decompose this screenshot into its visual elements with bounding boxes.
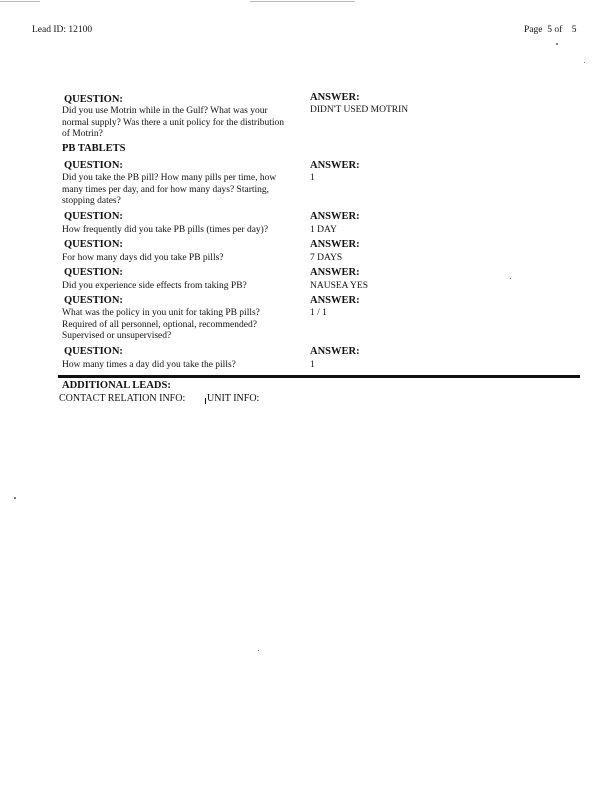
- question-label: QUESTION:: [64, 211, 123, 222]
- question-text: Did you experience side effects from taking PB?: [62, 281, 247, 291]
- additional-leads-heading: ADDITIONAL LEADS:: [62, 380, 171, 391]
- answer-text: 1 DAY: [310, 225, 337, 235]
- page-total: 5: [571, 25, 577, 35]
- question-text: How many times a day did you take the pills?: [62, 360, 236, 370]
- section-divider: [58, 375, 580, 378]
- page-indicator: [524, 25, 577, 35]
- lead-id-label: Lead ID:: [32, 25, 67, 35]
- scan-speck: [584, 62, 585, 63]
- answer-text: 1 / 1: [310, 308, 327, 318]
- scan-speck: [510, 278, 511, 279]
- answer-label: ANSWER:: [310, 346, 360, 357]
- scan-line-top-left: [0, 1, 40, 2]
- scan-speck: [556, 43, 558, 45]
- answer-text: DIDN'T USED MOTRIN: [310, 105, 409, 115]
- question-text: For how many days did you take PB pills?: [62, 253, 224, 263]
- question-text: What was the policy in you unit for taking PB pills? Required of all personnel, optional, recommended? Supervised or unsupervised?: [62, 308, 260, 341]
- unit-info-label: UNIT INFO:: [207, 393, 260, 404]
- scan-speck: [258, 650, 259, 651]
- answer-label: ANSWER:: [310, 267, 360, 278]
- question-label: QUESTION:: [64, 160, 123, 171]
- answer-text: 7 DAYS: [310, 253, 343, 263]
- answer-label: ANSWER:: [310, 211, 360, 222]
- scan-speck: [14, 497, 16, 499]
- answer-label: ANSWER:: [310, 239, 360, 250]
- field-separator-tick: [205, 398, 206, 404]
- question-label: QUESTION:: [64, 94, 123, 105]
- answer-text: NAUSEA YES: [310, 281, 368, 291]
- question-text: Did you take the PB pill? How many pills per time, how many times per day, and for how many days? Starting, stopping dates?: [62, 173, 277, 206]
- page-of-label: of: [554, 25, 563, 35]
- answer-label: ANSWER:: [310, 92, 360, 103]
- lead-id-header: [32, 25, 92, 35]
- question-label: QUESTION:: [64, 346, 123, 357]
- answer-label: ANSWER:: [310, 160, 360, 171]
- answer-text: 1: [310, 173, 315, 183]
- section-title-pb-tablets: PB TABLETS: [62, 143, 126, 154]
- page-number: 5: [547, 25, 552, 35]
- question-label: QUESTION:: [64, 295, 123, 306]
- scan-line-top-center: [250, 1, 355, 2]
- answer-text: 1: [310, 360, 315, 370]
- question-text: Did you use Motrin while in the Gulf? What was your normal supply? Was there a unit policy for the distribution of Motrin?: [62, 106, 285, 139]
- lead-id-value: 12100: [68, 25, 93, 35]
- question-label: QUESTION:: [64, 239, 123, 250]
- contact-relation-info-label: CONTACT RELATION INFO:: [59, 393, 186, 404]
- question-label: QUESTION:: [64, 267, 123, 278]
- question-text: How frequently did you take PB pills (times per day)?: [62, 225, 269, 235]
- page-label: Page: [524, 25, 543, 35]
- answer-label: ANSWER:: [310, 295, 360, 306]
